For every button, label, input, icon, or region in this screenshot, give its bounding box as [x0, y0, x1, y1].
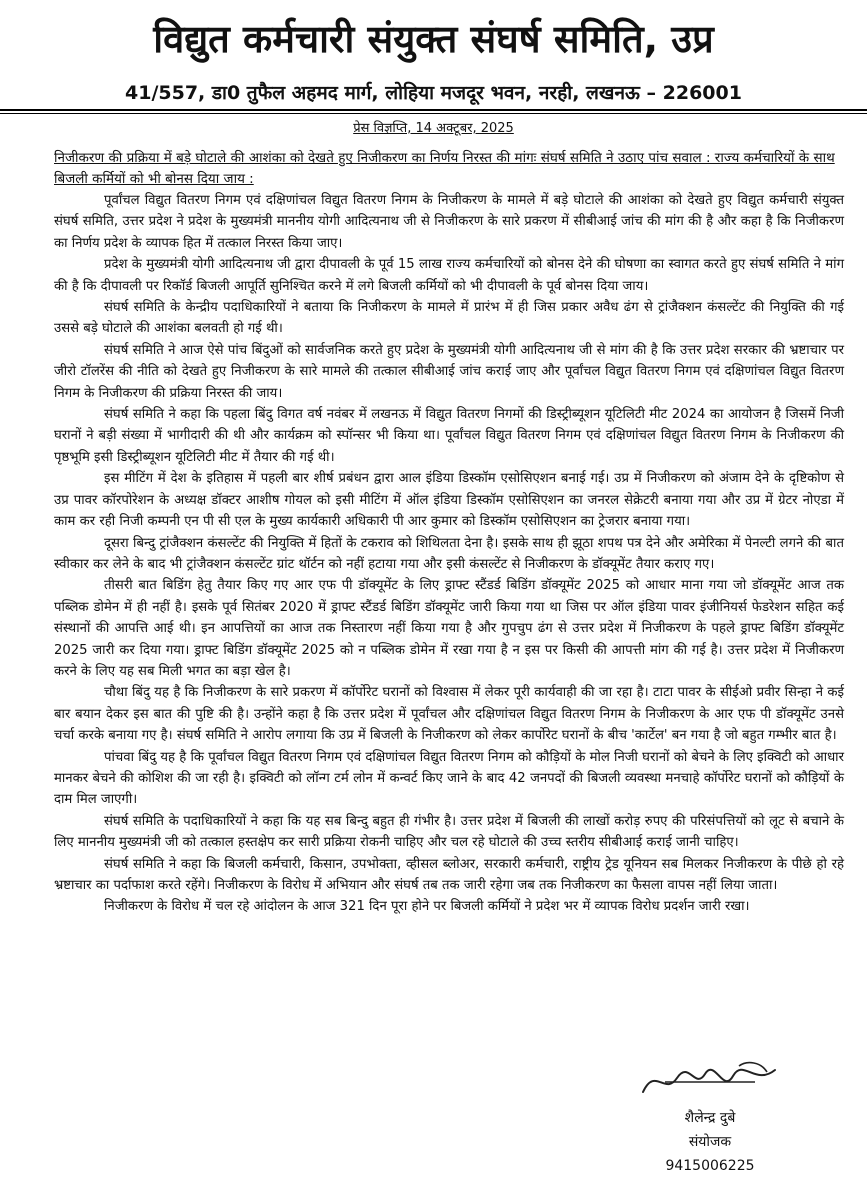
org-address: 41/557, डा0 तुफैल अहमद मार्ग, लोहिया मजदूर भवन, नरही, लखनऊ – 226001 [125, 82, 742, 104]
paragraph: संघर्ष समिति ने आज ऐसे पांच बिंदुओं को सार्वजनिक करते हुए प्रदेश के मुख्यमंत्री योगी आदित्यनाथ जी से मांग की है कि उत्तर प्रदेश सरकार की भ्रष्टाचार पर जीरो टॉलरेंस की नीति को देखते हुए निजीकरण के सारे मामले की तत्काल सीबीआई जांच कराई जाए और पूर्वांचल विद्युत वितरण निगम एवं दक्षिणांचल विद्युत वितरण निगम के निजीकरण की प्रक्रिया निरस्त की जाय। [54, 342, 844, 401]
paragraph: संघर्ष समिति के पदाधिकारियों ने कहा कि यह सब बिन्दु बहुत ही गंभीर है। उत्तर प्रदेश में बिजली की लाखों करोड़ रुपए की परिसंपत्तियों को लूट से बचाने के लिए माननीय मुख्यमंत्री जी को तत्काल हस्तक्षेप कर सारी प्रक्रिया रोकनी चाहिए और चल रहे घोटाले की उच्च स्तरीय सीबीआई कराई जानी चाहिए। [54, 813, 844, 851]
handwritten-signature [635, 1056, 785, 1106]
headline: निजीकरण की प्रक्रिया में बड़े घोटाले की आशंका को देखते हुए निजीकरण का निर्णय निरस्त की मांगः संघर्ष समिति ने उठाए पांच सवाल : राज्य कर्मचारियों के साथ बिजली कर्मियों को भी बोनस दिया जाय : [54, 150, 835, 187]
paragraph: संघर्ष समिति ने कहा कि बिजली कर्मचारी, किसान, उपभोक्ता, व्हीसल ब्लोअर, सरकारी कर्मचारी, राष्ट्रीय ट्रेड यूनियन सब मिलकर निजीकरण के पीछे हो रहे भ्रष्टाचार का पर्दाफाश करते रहेंगे। निजीकरण के विरोध में अभियान और संघर्ष तब तक जारी रहेगा जब तक निजीकरण का फैसला वापस नहीं लिया जाता। [54, 856, 844, 893]
paragraph: दूसरा बिन्दु ट्रांजैक्शन कंसल्टेंट की नियुक्ति में हितों के टकराव को शिथिलता देना है। इसके साथ ही झूठा शपथ पत्र देने और अमेरिका में पेनल्टी लगने की बात स्वीकार कर लेने के बाद भी ट्रांजैक्शन कंसल्टेंट ग्रांट थॉर्टन को नहीं हटाया गया और इसी कंसल्टेंट से निजीकरण के डॉक्यूमेंट तैयार कराए गए। [54, 535, 844, 572]
paragraph: पांचवा बिंदु यह है कि पूर्वांचल विद्युत वितरण निगम एवं दक्षिणांचल विद्युत वितरण निगम को कौड़ियों के मोल निजी घरानों को बेचने के लिए इक्विटी को आधार मानकर बेचने की कोशिश की जा रही है। इक्विटी को लॉन्ग टर्म लोन में कन्वर्ट किए जाने के बाद 42 जनपदों की बिजली व्यवस्था मनचाहे कॉर्पोरेट घरानों को कौड़ियों के दाम मिल जाएगी। [54, 749, 844, 808]
press-release-date-line [0, 120, 867, 138]
paragraph: संघर्ष समिति ने कहा कि पहला बिंदु विगत वर्ष नवंबर में लखनऊ में विद्युत वितरण निगमों की डिस्ट्रीब्यूशन यूटिलिटी मीट 2024 का आयोजन है जिसमें निजी घरानों ने बड़ी संख्या में भागीदारी की थी और कार्यक्रम को स्पॉन्सर भी किया था। पूर्वांचल विद्युत वितरण निगम एवं दक्षिणांचल विद्युत वितरण निगम के निजीकरण की पृष्ठभूमि इसी डिस्ट्रीब्यूशन यूटिलिटी मीट में तैयार की गई थी। [54, 407, 844, 465]
body-text [54, 190, 844, 918]
press-release-date: प्रेस विज्ञप्ति, 14 अक्टूबर, 2025 [353, 121, 514, 136]
signatory-name: शैलेन्द्र दुबे [684, 1110, 736, 1126]
signatory-role: संयोजक [688, 1134, 732, 1150]
paragraph: प्रदेश के मुख्यमंत्री योगी आदित्यनाथ जी द्वारा दीपावली के पूर्व 15 लाख राज्य कर्मचारियों को बोनस देने की घोषणा का स्वागत करते हुए संघर्ष समिति ने मांग की है कि दीपावली पर रिकॉर्ड बिजली आपूर्ति सुनिश्चित करने में लगे बिजली कर्मियों को भी दीपावली के पूर्व बोनस दिया जाय। [54, 257, 844, 294]
header-divider-thin [0, 113, 867, 114]
paragraph: इस मीटिंग में देश के इतिहास में पहली बार शीर्ष प्रबंधन द्वारा आल इंडिया डिस्कॉम एसोसिएशन बनाई गई। उप्र में निजीकरण को अंजाम देने के दृष्टिकोण से उप्र पावर कॉरपोरेशन के अध्यक्ष डॉक्टर आशीष गोयल को इसी मीटिंग में ऑल इंडिया डिस्कॉम एसोसिएशन का जनरल सेक्रेटरी बनाया गया और उप्र में ग्रेटर नोएडा में काम कर रही निजी कम्पनी एन पी सी एल के मुख्य कार्यकारी अधिकारी पी आर कुमार को डिस्कॉम एसोसिएशन का ट्रेजरार बनाया गया। [54, 471, 844, 530]
header-divider [0, 109, 867, 111]
paragraph: संघर्ष समिति के केन्द्रीय पदाधिकारियों ने बताया कि निजीकरण के मामले में प्रारंभ में ही जिस प्रकार अवैध ढंग से ट्रांजैक्शन कंसल्टेंट की नियुक्ति की गई उससे बड़े घोटाले की आशंका बलवती हो गई थी। [54, 300, 844, 337]
org-title: विद्युत कर्मचारी संयुक्त संघर्ष समिति, उप्र [153, 17, 714, 61]
paragraph: पूर्वांचल विद्युत वितरण निगम एवं दक्षिणांचल विद्युत वितरण निगम के निजीकरण के मामले में बड़े घोटाले की आशंका को देखते हुए विद्युत कर्मचारी संयुक्त संघर्ष समिति, उत्तर प्रदेश ने प्रदेश के मुख्यमंत्री माननीय योगी आदित्यनाथ जी से निजीकरण के सारे प्रकरण में सीबीआई जांच की मांग की है और कहा है कि निजीकरण का निर्णय प्रदेश के व्यापक हित में तत्काल निरस्त किया जाए। [54, 193, 845, 251]
paragraph: निजीकरण के विरोध में चल रहे आंदोलन के आज 321 दिन पूरा होने पर बिजली कर्मियों ने प्रदेश भर में व्यापक विरोध प्रदर्शन जारी रखा। [104, 899, 750, 915]
paragraph: तीसरी बात बिडिंग हेतु तैयार किए गए आर एफ पी डॉक्यूमेंट के लिए ड्राफ्ट स्टैंडर्ड बिडिंग डॉक्यूमेंट 2025 को आधार माना गया जो डॉक्यूमेंट आज तक पब्लिक डोमेन में ही नहीं है। इसके पूर्व सितंबर 2020 में ड्राफ्ट स्टैंडर्ड बिडिंग डॉक्यूमेंट जारी किया गया था जिस पर ऑल इंडिया पावर इंजीनियर्स फेडरेशन सहित कई संस्थानों की आपत्ति आई थी। इन आपत्तियों का आज तक निस्तारण नहीं किया गया है और गुपचुप ढंग से उत्तर प्रदेश में निजीकरण के पहले ड्राफ्ट बिडिंग डॉक्यूमेंट 2025 जारी कर दिया गया। ड्राफ्ट बिडिंग डॉक्यूमेंट 2025 को न पब्लिक डोमेन में रखा गया है न इस पर किसी की आपत्ती मांग की गई है। उत्तर प्रदेश में निजीकरण करने के लिए यह सब मिली भगत का बड़ा खेल है। [54, 578, 844, 679]
signature-block [620, 1056, 800, 1178]
paragraph: चौथा बिंदु यह है कि निजीकरण के सारे प्रकरण में कॉर्पोरेट घरानों को विश्वास में लेकर पूरी कार्यवाही की जा रहा है। टाटा पावर के सीईओ प्रवीर सिन्हा ने कई बार बयान देकर इस बात की पुष्टि की है। उन्होंने कहा है कि उत्तर प्रदेश में पूर्वांचल और दक्षिणांचल विद्युत वितरण निगम के निजीकरण के आर एफ पी डॉक्यूमेंट उनसे चर्चा करके बनाया गए है। संघर्ष समिति ने आरोप लगाया कि उप्र में बिजली के निजीकरण को लेकर कार्पोरेट घरानों के बीच 'कार्टेल' बन गया है जो बहुत गम्भीर बात है। [54, 685, 844, 744]
signatory-phone: 9415006225 [665, 1158, 755, 1174]
